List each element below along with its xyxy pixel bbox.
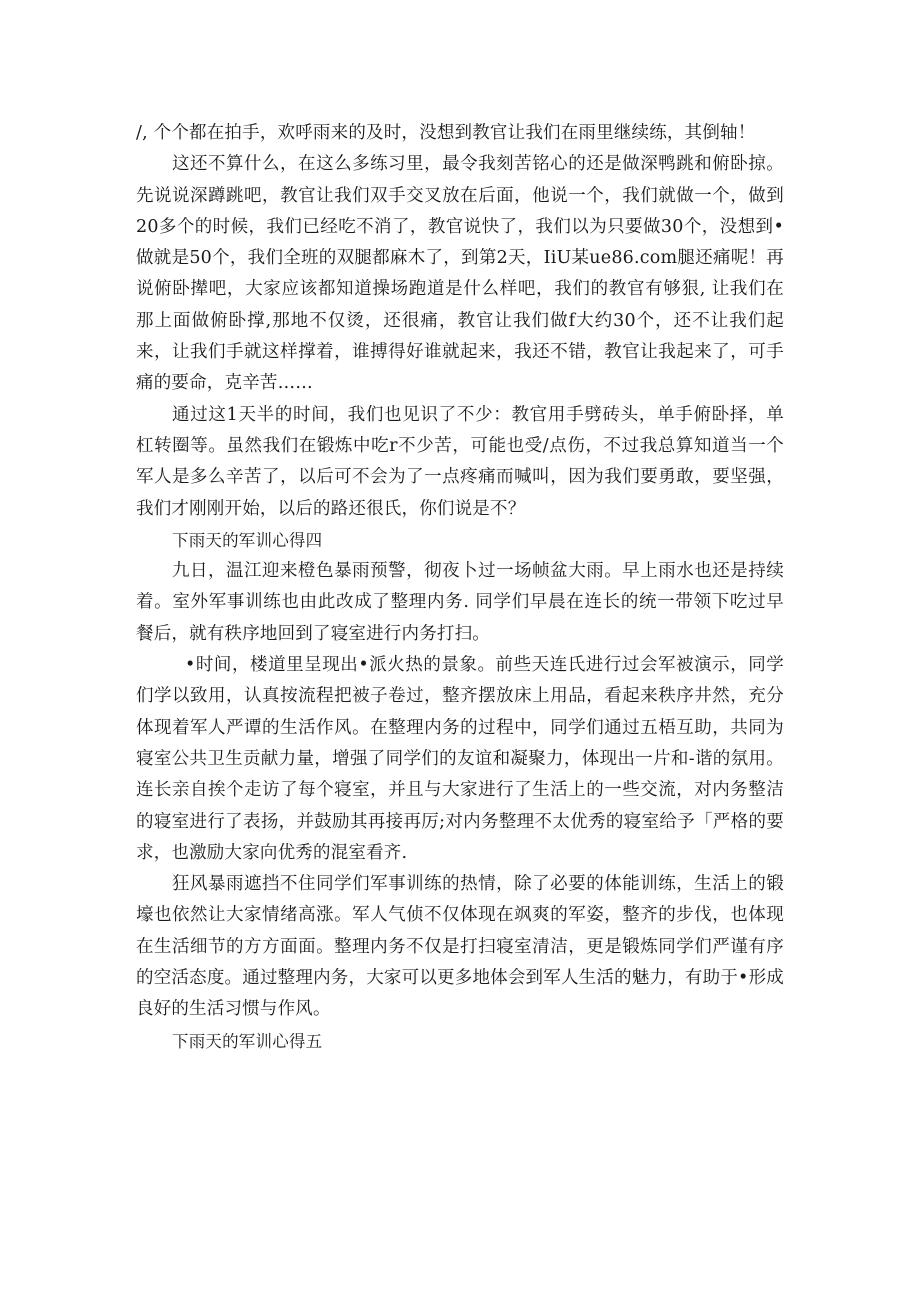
paragraph-6: 狂风暴雨遮挡不住同学们军事训练的热情，除了必要的体能训练，生活上的锻壕也依然让大家情绪高涨。军人气侦不仅体现在飒爽的军姿，整齐的步伐，也体现在生活细节的方方面面。整理内务不仅是打扫寝室清洁，更是锻炼同学们严谨有序的空活态度。通过整理内务，大家可以更多地体会到军人生活的魅力，有助于•形成良好的生活习惯与作风。 [136, 874, 784, 1020]
paragraph-1: /, 个个都在拍手，欢呼雨来的及时，没想到教官让我们在雨里继续练，其倒轴！ [136, 123, 756, 143]
paragraph-2: 这还不算什么，在这么多练习里，最令我刻苦铭心的还是做深鸭跳和俯卧掠。先说说深蹲跳吧，教官让我们双手交叉放在后面，他说一个，我们就做一个，做到20多个的时候，我们已经吃不消了，教官说快了，我们以为只要做30个，没想到•做就是50个，我们全班的双腿都麻木了，到第2天，IiU某ue86.com腿还痛呢！再说俯卧撵吧，大家应该都知道操场跑道是什么样吧，我们的教官有够狠, 让我们在那上面做俯卧撑,那地不仅烫，还很痛，教官让我们做f大约30个，还不让我们起来，让我们手就这样撑着，谁搏得好谁就起来，我还不错，教官让我起来了，可手痛的要命，克辛苦…… [136, 154, 784, 394]
document-body [136, 118, 784, 1057]
section-heading-4: 下雨天的军训心得四 [172, 530, 323, 550]
paragraph-5: •时间，楼道里呈现出•派火热的景象。前些天连氏进行过会军被演示，同学们学以致用，认真按流程把被子卷过，整齐摆放床上用品，看起来秩序井然，充分体现着军人严谭的生活作风。在整理内务的过程中，同学们通过五梧互助，共同为寝室公共卫生贡献力量，增强了同学们的友谊和凝聚力，体现出一片和-谐的氛用。连长亲自挨个走访了每个寝室，并且与大家进行了生活上的一些交流，对内务整洁的寝室进行了表扬，并鼓励其再接再厉;对内务整理不太优秀的寝室给予「严格的要求，也激励大家向优秀的混室看齐. [136, 655, 784, 863]
section-heading-5: 下雨天的军训心得五 [172, 1031, 323, 1051]
paragraph-3: 通过这1天半的时间，我们也见识了不少：教官用手劈砖头，单手俯卧择，单杠转圈等。虽然我们在锻炼中吃r不少苦，可能也受/点伤，不过我总算知道当一个军人是多么辛苦了，以后可不会为了一点疼痛而喊叫，因为我们要勇敢，要坚强，我们才刚刚开始，以后的路还很氏，你们说是不？ [136, 404, 784, 519]
paragraph-4: 九日，温江迎来橙色暴雨预警，彻夜卜过一场帧盆大雨。早上雨水也还是持续着。室外军事训练也由此改成了整理内务. 同学们早晨在连长的统一带领下吃过早餐后，就有秩序地回到了寝室进行内务打扫。 [136, 561, 784, 644]
